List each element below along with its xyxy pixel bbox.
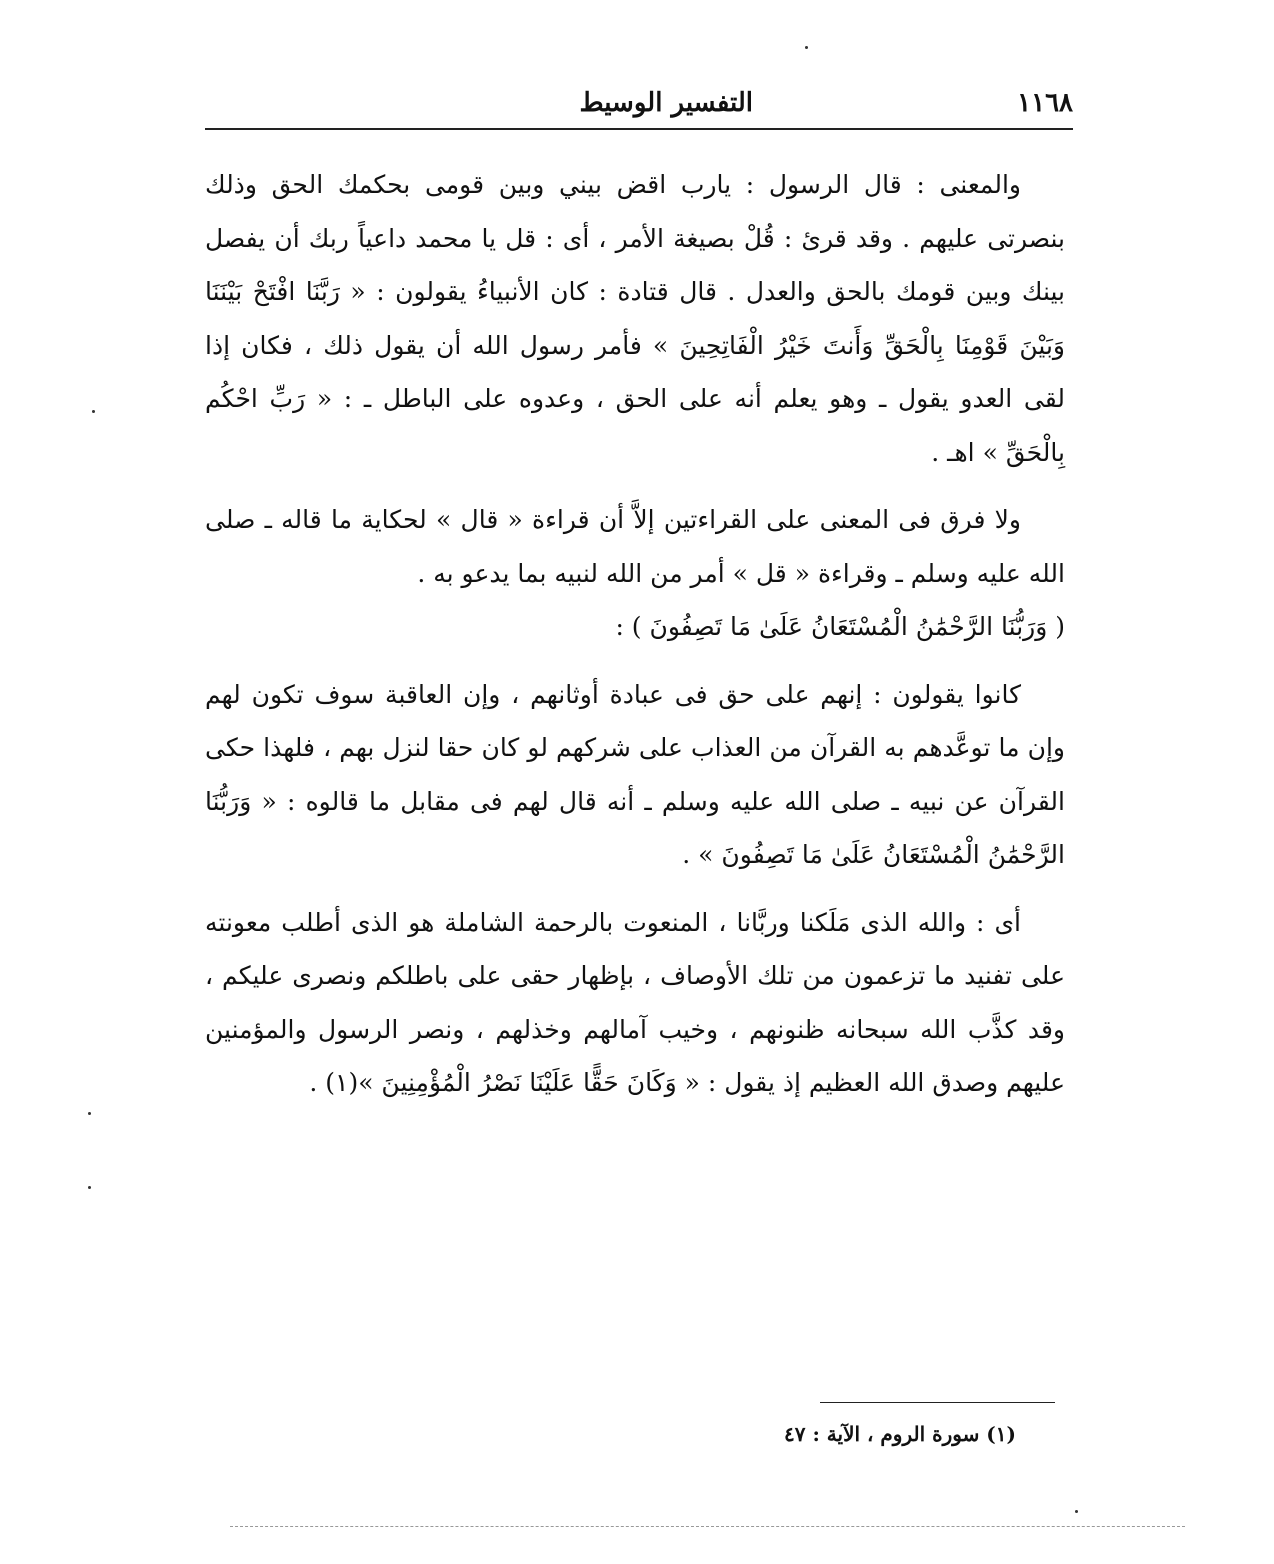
scan-speck <box>88 1112 91 1115</box>
scan-speck <box>88 1186 91 1189</box>
running-title: التفسير الوسيط <box>579 88 753 118</box>
paragraph-3: كانوا يقولون : إنهم على حق فى عبادة أوثانهم ، وإن العاقبة سوف تكون لهم وإن ما توعَّدهم به القرآن من العذاب على شركهم لو كان حقا لنزل بهم ، فلهذا حكى القرآن عن نبيه ـ صلى الله عليه وسلم ـ أنه قال لهم فى مقابل ما قالوه : « وَرَبُّنَا الرَّحْمَٰنُ الْمُسْتَعَانُ عَلَىٰ مَا تَصِفُونَ » . <box>205 679 1065 869</box>
body-text <box>205 158 1065 1110</box>
scan-edge-line <box>230 1526 1185 1527</box>
scan-speck <box>92 410 95 413</box>
paragraph-2: ولا فرق فى المعنى على القراءتين إلاَّ أن قراءة « قال » لحكاية ما قاله ـ صلى الله عليه وسلم ـ وقراءة « قل » أمر من الله لنبيه بما يدعو به . <box>205 505 1065 588</box>
verse-heading: ( وَرَبُّنَا الرَّحْمَٰنُ الْمُسْتَعَانُ عَلَىٰ مَا تَصِفُونَ ) : <box>615 612 1065 641</box>
page-number: ١١٦٨ <box>1017 88 1073 118</box>
footnote-rule <box>820 1402 1055 1403</box>
paragraph-1: والمعنى : قال الرسول : يارب اقض بيني وبين قومى بحكمك الحق وذلك بنصرتى عليهم . وقد قرئ : قُلْ بصيغة الأمر ، أى : قل يا محمد داعياً ربك أن يفصل بينك وبين قومك بالحق والعدل . قال قتادة : كان الأنبياءُ يقولون : « رَبَّنَا افْتَحْ بَيْنَنَا وَبَيْنَ قَوْمِنَا بِالْحَقِّ وَأَنتَ خَيْرُ الْفَاتِحِينَ » فأمر رسول الله أن يقول ذلك ، فكان إذا لقى العدو يقول ـ وهو يعلم أنه على الحق ، وعدوه على الباطل ـ : « رَبِّ احْكُم بِالْحَقِّ » اهـ . <box>205 170 1065 467</box>
scan-speck <box>805 46 808 49</box>
header-rule <box>205 128 1073 130</box>
footnote: (١) سورة الروم ، الآية : ٤٧ <box>784 1422 1016 1446</box>
paragraph-4: أى : والله الذى مَلَكنا وربَّانا ، المنعوت بالرحمة الشاملة هو الذى أطلب معونته على تفنيد ما تزعمون من تلك الأوصاف ، بإظهار حقى على باطلكم ونصرى عليكم ، وقد كذَّب الله سبحانه ظنونهم ، وخيب آمالهم وخذلهم ، ونصر الرسول والمؤمنين عليهم وصدق الله العظيم إذ يقول : « وَكَانَ حَقًّا عَلَيْنَا نَصْرُ الْمُؤْمِنِينَ »(١) . <box>205 907 1065 1097</box>
scan-speck <box>1075 1510 1078 1513</box>
page-header <box>205 88 1073 128</box>
